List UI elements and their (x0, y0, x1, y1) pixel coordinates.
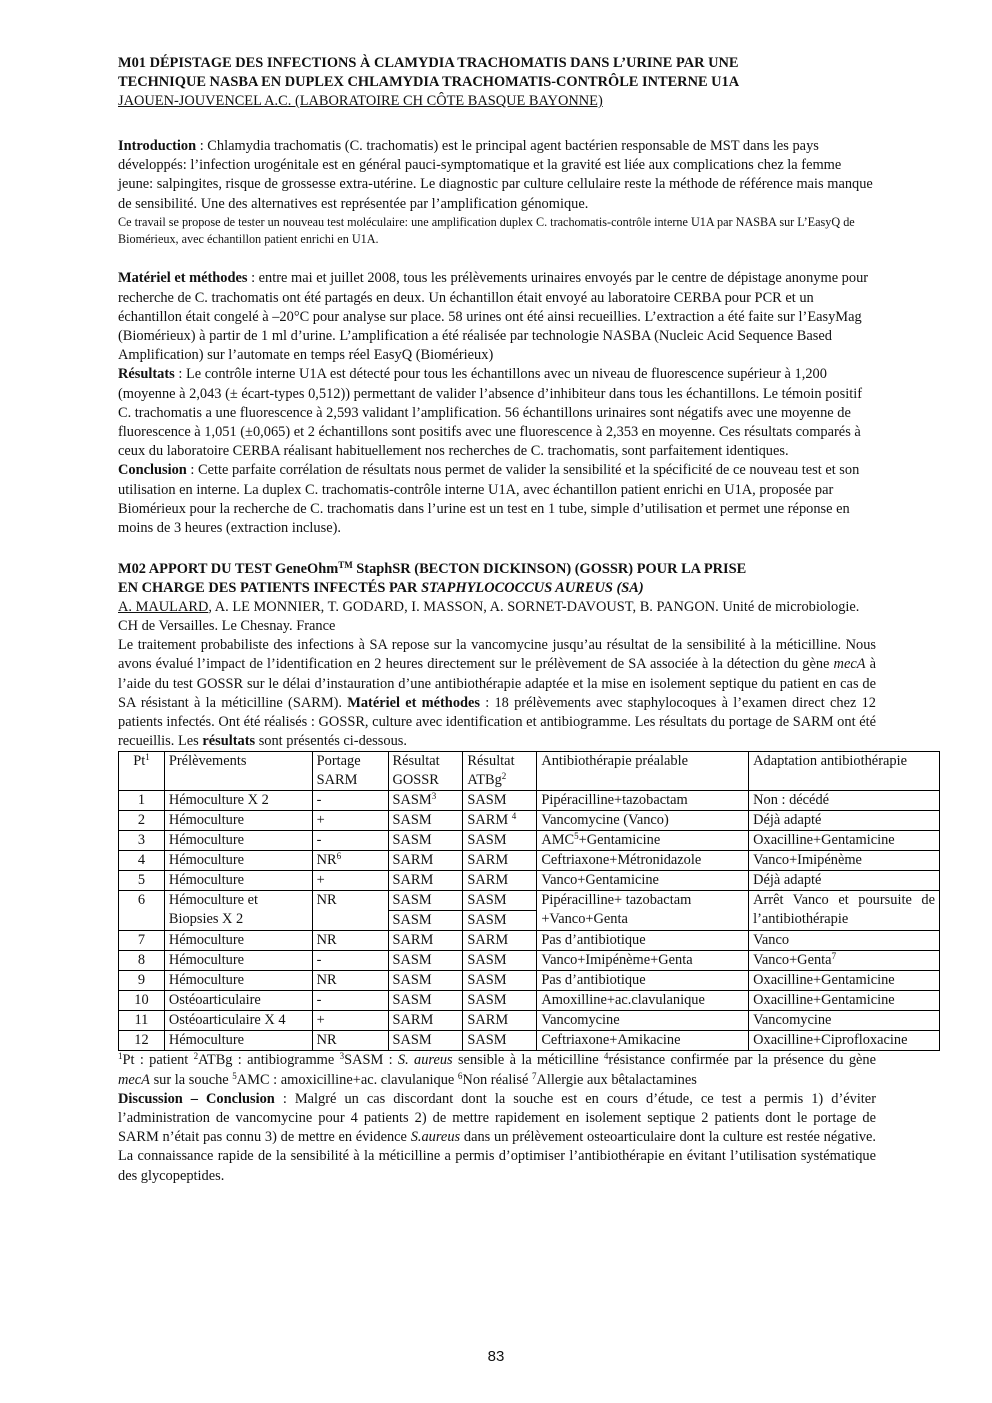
cell-adapt: Vancomycine (749, 1011, 940, 1031)
m02-title-organism: STAPHYLOCOCCUS AUREUS (SA) (421, 580, 644, 597)
cell-adapt: Non : décédé (749, 791, 940, 811)
trademark-sup: TM (338, 560, 353, 571)
m01-introduction (118, 137, 876, 214)
cell-gossr: SASM (388, 831, 463, 851)
cell-pt: 1 (119, 791, 165, 811)
cell-gossr: SASM (388, 971, 463, 991)
cell-adapt: Oxacilline+Ciprofloxacine (749, 1031, 940, 1051)
m01-title-line2: TECHNIQUE NASBA EN DUPLEX CHLAMYDIA TRACHOMATIS-CONTRÔLE INTERNE U1A (118, 74, 740, 90)
cell-pre: Vanco+Gentamicine (537, 871, 749, 891)
cell-gossr: SARM (388, 871, 463, 891)
cell-gossr: SASM (388, 951, 463, 971)
cell-gossr: SARM (388, 1011, 463, 1031)
header-prelevements: Prélèvements (164, 752, 312, 791)
cell-gossr: SASM (388, 1031, 463, 1051)
cell-prelev: Hémoculture X 2 (164, 791, 312, 811)
cell-adapt: Vanco+Genta$^7$ (749, 951, 940, 971)
m02-discussion (118, 1090, 876, 1186)
cell-prelev: Hémoculture (164, 931, 312, 951)
m01-intro-small: Ce travail se propose de tester un nouveau test moléculaire: une amplification duplex C. trachomatis-contrôle interne U1A par NASBA sur L’EasyQ de Biomérieux, avec échantillon patient enrichi en U1A. (118, 214, 855, 246)
m01-results (118, 365, 876, 461)
m02-discussion-text: : Malgré un cas discordant dont la souche est en cours d’étude, ce test a permis 1) d’éviter l’administration de vancomycine pour 4 patients 2) de mettre rapidement en isolement septique 2 patients dont le portage de SARM n’était pas connu 3) de mettre en évidence (118, 1090, 876, 1146)
cell-portage: + (312, 1011, 388, 1031)
table-row (119, 1011, 940, 1031)
cell-atbg: SASM (463, 831, 537, 851)
m01-results-label: Résultats (118, 366, 175, 383)
cell-atbg: SARM (463, 871, 537, 891)
m02-title-line2-a: EN CHARGE DES PATIENTS INFECTÉS PAR (118, 580, 422, 597)
header-prealable: Antibiothérapie préalable (537, 752, 749, 791)
cell-portage: NR (312, 891, 388, 931)
cell-pt: 9 (119, 971, 165, 991)
cell-pt: 7 (119, 931, 165, 951)
m02-discussion-label: Discussion – Conclusion (118, 1090, 275, 1107)
m01-authors: JAOUEN-JOUVENCEL A.C. (LABORATOIRE CH CÔTE BASQUE BAYONNE) (118, 93, 603, 109)
m01-methods-label: Matériel et méthodes (118, 270, 248, 287)
cell-pt: 3 (119, 831, 165, 851)
table-row (119, 851, 940, 871)
cell-prelev: Hémoculture (164, 1031, 312, 1051)
cell-atbg: SARM (463, 931, 537, 951)
cell-gossr: SARM (388, 931, 463, 951)
cell-atbg: SARM (463, 851, 537, 871)
table-row (119, 811, 940, 831)
cell-adapt: Vanco+Imipénème (749, 851, 940, 871)
cell-prelev: Hémoculture (164, 951, 312, 971)
m02-title-b: StaphSR (BECTON DICKINSON) (GOSSR) POUR LA PRISE (352, 561, 747, 578)
cell-prelev: Hémoculture et Biopsies X 2 (164, 891, 312, 931)
m01-results-text: : Le contrôle interne U1A est détecté pour tous les échantillons avec un niveau de fluorescence supérieur à 1,200 (moyenne à 2,043 (± écart-types 0,512)) permettant de valider l’absence d’inhibiteur dans tous les échantillons. Le témoin positif C. trachomatis a une fluorescence à 2,593 validant l’amplification. 56 échantillons urinaires sont négatifs avec une moyenne de fluorescence à 1,051 (±0,065) et 2 échantillons sont positifs avec une fluorescence à 2,353 en moyenne. Ces résultats comparés à ceux du laboratoire CERBA réalisant habituellement nos recherches de C. trachomatis, sont parfaitement identiques. (118, 366, 862, 460)
cell-prelev: Hémoculture (164, 871, 312, 891)
table-row (119, 951, 940, 971)
table-header-row (119, 752, 940, 791)
m02-authors-rest: , A. LE MONNIER, T. GODARD, I. MASSON, A. SORNET-DAVOUST, B. PANGON. Unité de microbiologie. CH de Versailles. Le Chesnay. France (118, 599, 860, 635)
cell-pre: Amoxilline+ac.clavulanique (537, 991, 749, 1011)
results-table (118, 751, 940, 1051)
cell-portage: + (312, 811, 388, 831)
m02-discussion-organism: S.aureus (410, 1129, 461, 1146)
cell-pre: $AMC^5+Gentamicine$ (537, 831, 749, 851)
cell-pre: Vanco+Imipénème+Genta (537, 951, 749, 971)
m02-intro (118, 636, 876, 751)
m02-discussion-text2: dans un prélèvement osteoarticulaire dont la culture est restée négative. La connaissance rapide de la sensibilité à la méticilline a permis d’optimiser l’antibiothérapie en évitant l’utilisation systématique des glycopeptides. (118, 1129, 876, 1184)
cell-pt: 10 (119, 991, 165, 1011)
cell-portage: - (312, 991, 388, 1011)
m01-title-line1: M01 DÉPISTAGE DES INFECTIONS À CLAMYDIA TRACHOMATIS DANS L’URINE PAR UNE (118, 55, 739, 71)
cell-atbg: SASM (463, 791, 537, 811)
m02-results-text: sont présentés ci-dessous. (255, 733, 407, 750)
cell-pt: 8 (119, 951, 165, 971)
header-pt: Pt$^1$ (119, 752, 165, 791)
m02-methods-text: : 18 prélèvements avec staphylocoques à l’examen direct chez 12 patients infectés. Ont été réalisés : GOSSR, culture avec identification et antibiogramme. Les résultats du portage de SARM ont été recueillis. Les (118, 694, 876, 750)
cell-prelev: Ostéoarticulaire (164, 991, 312, 1011)
m02-first-author: A. MAULARD (118, 599, 209, 616)
cell-prelev: Ostéoarticulaire X 4 (164, 1011, 312, 1031)
cell-adapt: Déjà adapté (749, 871, 940, 891)
cell-portage: NR (312, 931, 388, 951)
cell-portage: + (312, 871, 388, 891)
abstract-m01 (118, 54, 876, 538)
cell-portage: NR (312, 971, 388, 991)
cell-prelev: Hémoculture (164, 971, 312, 991)
cell-atbg: SASM (463, 951, 537, 971)
table-footnotes: $^1$Pt : patient $^2$ATBg : antibiogramme $^3$SASM : S. aureus sensible à la méticilline $^4$résistance confirmée par la présence du gène mecA sur la souche $^5$AMC : amoxicilline+ac. clavulanique $^6$Non réalisé $^7$Allergie aux bêtalactamines (118, 1051, 877, 1088)
cell-atbg: SARM (463, 1011, 537, 1031)
cell-pt: 4 (119, 851, 165, 871)
cell-atbg: SASM (463, 991, 537, 1011)
m01-conclusion-label: Conclusion (118, 462, 187, 479)
m01-intro-text: : Chlamydia trachomatis (C. trachomatis) est le principal agent bactérien responsable de MST dans les pays développés: l’infection urogénitale est en général pauci-symptomatique et la gravité est liée aux complications chez la femme jeune: salpingites, risque de grossesse extra-utérine. Le diagnostic par culture cellulaire reste la méthode de référence mais manque de sensibilité. Une des alternatives est représentée par l’amplification génomique. (118, 138, 873, 212)
table-row (119, 891, 940, 931)
cell-adapt: Oxacilline+Gentamicine (749, 831, 940, 851)
cell-pt: 12 (119, 1031, 165, 1051)
table-row (119, 991, 940, 1011)
table-row (119, 871, 940, 891)
header-gossr: Résultat GOSSR (388, 752, 463, 791)
table-row (119, 931, 940, 951)
cell-atbg: SASM (463, 1031, 537, 1051)
cell-gossr: SASM$^3$ (388, 791, 463, 811)
cell-pre: Pipéracilline+ tazobactam +Vanco+Genta (537, 891, 749, 931)
m02-intro-text2: à l’aide du test GOSSR sur le délai d’instauration d’une antibiothérapie adaptée et la mise en isolement septique du patient en cas de SA résistant à la méticilline (SARM). (118, 656, 876, 711)
cell-gossr: SARM (388, 851, 463, 871)
m02-title-line2 (118, 579, 876, 598)
m01-intro-label: Introduction (118, 138, 197, 154)
m01-conclusion (118, 461, 876, 538)
table-row (119, 831, 940, 851)
m02-methods-label: Matériel et méthodes (347, 694, 481, 711)
cell-pt: 6 (119, 891, 165, 931)
cell-prelev: Hémoculture (164, 811, 312, 831)
cell-gossr: SASM SASM (388, 891, 463, 931)
m01-methods (118, 269, 876, 365)
cell-pt: 2 (119, 811, 165, 831)
cell-pre: Ceftriaxone+Métronidazole (537, 851, 749, 871)
m02-intro-text: Le traitement probabiliste des infections à SA repose sur la vancomycine jusqu’au résultat de la sensibilité à la méticilline. Nous avons évalué l’impact de l’identification en 2 heures directement sur le prélèvement de SA associée à la détection du gène (118, 637, 876, 673)
m02-intro-gene: mecA (833, 656, 866, 673)
cell-adapt: Oxacilline+Gentamicine (749, 991, 940, 1011)
m02-authors (118, 598, 876, 636)
results-table-wrap (118, 751, 940, 1051)
cell-prelev: Hémoculture (164, 831, 312, 851)
cell-portage: $NR^6$ (312, 851, 388, 871)
cell-prelev: Hémoculture (164, 851, 312, 871)
header-adaptation: Adaptation antibiothérapie (749, 752, 940, 791)
cell-pre: Pipéracilline+tazobactam (537, 791, 749, 811)
page-number: 83 (487, 1348, 505, 1365)
page-content (118, 54, 935, 1186)
cell-atbg: SASM SASM (463, 891, 537, 931)
cell-portage: - (312, 951, 388, 971)
header-atbg: Résultat ATBg$^2$ (463, 752, 537, 791)
cell-pre: Ceftriaxone+Amikacine (537, 1031, 749, 1051)
cell-pt: 5 (119, 871, 165, 891)
m01-conclusion-text: : Cette parfaite corrélation de résultats nous permet de valider la sensibilité et la spécificité de ce nouveau test et son utilisation en interne. La duplex C. trachomatis-contrôle interne U1A, avec échantillon patient enrichi en U1A, proposée par Biomérieux pour la recherche de C. trachomatis dans l’urine est un test en 1 tube, simple d’utilisation et permet une réponse en moins de 3 heures (extraction incluse). (118, 462, 860, 537)
cell-pre: Pas d’antibiotique (537, 931, 749, 951)
cell-gossr: SASM (388, 991, 463, 1011)
cell-adapt: Arrêt Vanco et poursuite de l’antibiothérapie (749, 891, 940, 931)
cell-gossr: SASM (388, 811, 463, 831)
cell-atbg: SARM $^4$ (463, 811, 537, 831)
cell-atbg: SASM (463, 971, 537, 991)
cell-portage: - (312, 831, 388, 851)
cell-adapt: Oxacilline+Gentamicine (749, 971, 940, 991)
m01-methods-text: : entre mai et juillet 2008, tous les prélèvements urinaires envoyés par le centre de dépistage anonyme pour recherche de C. trachomatis ont été partagés en deux. Un échantillon était envoyé au laboratoire CERBA pour PCR et un échantillon était congelé à –20°C pour analyse sur place. 58 urines ont été ainsi recueillies. L’extraction a été faite sur l’EasyMag (Biomérieux) à partir de 1 ml d’urine. L’amplification a été réalisée par technologie NASBA (Nucleic Acid Sequence Based Amplification) sur l’automate en temps réel EasyQ (Biomérieux) (118, 270, 869, 364)
m02-title-a: M02 APPORT DU TEST GeneOhm (118, 561, 339, 578)
cell-portage: - (312, 791, 388, 811)
cell-pt: 11 (119, 1011, 165, 1031)
cell-pre: Vancomycine (537, 1011, 749, 1031)
abstract-m02 (118, 560, 935, 1186)
cell-portage: NR (312, 1031, 388, 1051)
table-row (119, 971, 940, 991)
header-portage: Portage SARM (312, 752, 388, 791)
cell-pre: Pas d’antibiotique (537, 971, 749, 991)
table-row (119, 791, 940, 811)
cell-adapt: Vanco (749, 931, 940, 951)
cell-adapt: Déjà adapté (749, 811, 940, 831)
cell-pre: Vancomycine (Vanco) (537, 811, 749, 831)
table-row (119, 1031, 940, 1051)
m02-results-label: résultats (202, 733, 256, 750)
m02-title-line1 (118, 560, 876, 579)
